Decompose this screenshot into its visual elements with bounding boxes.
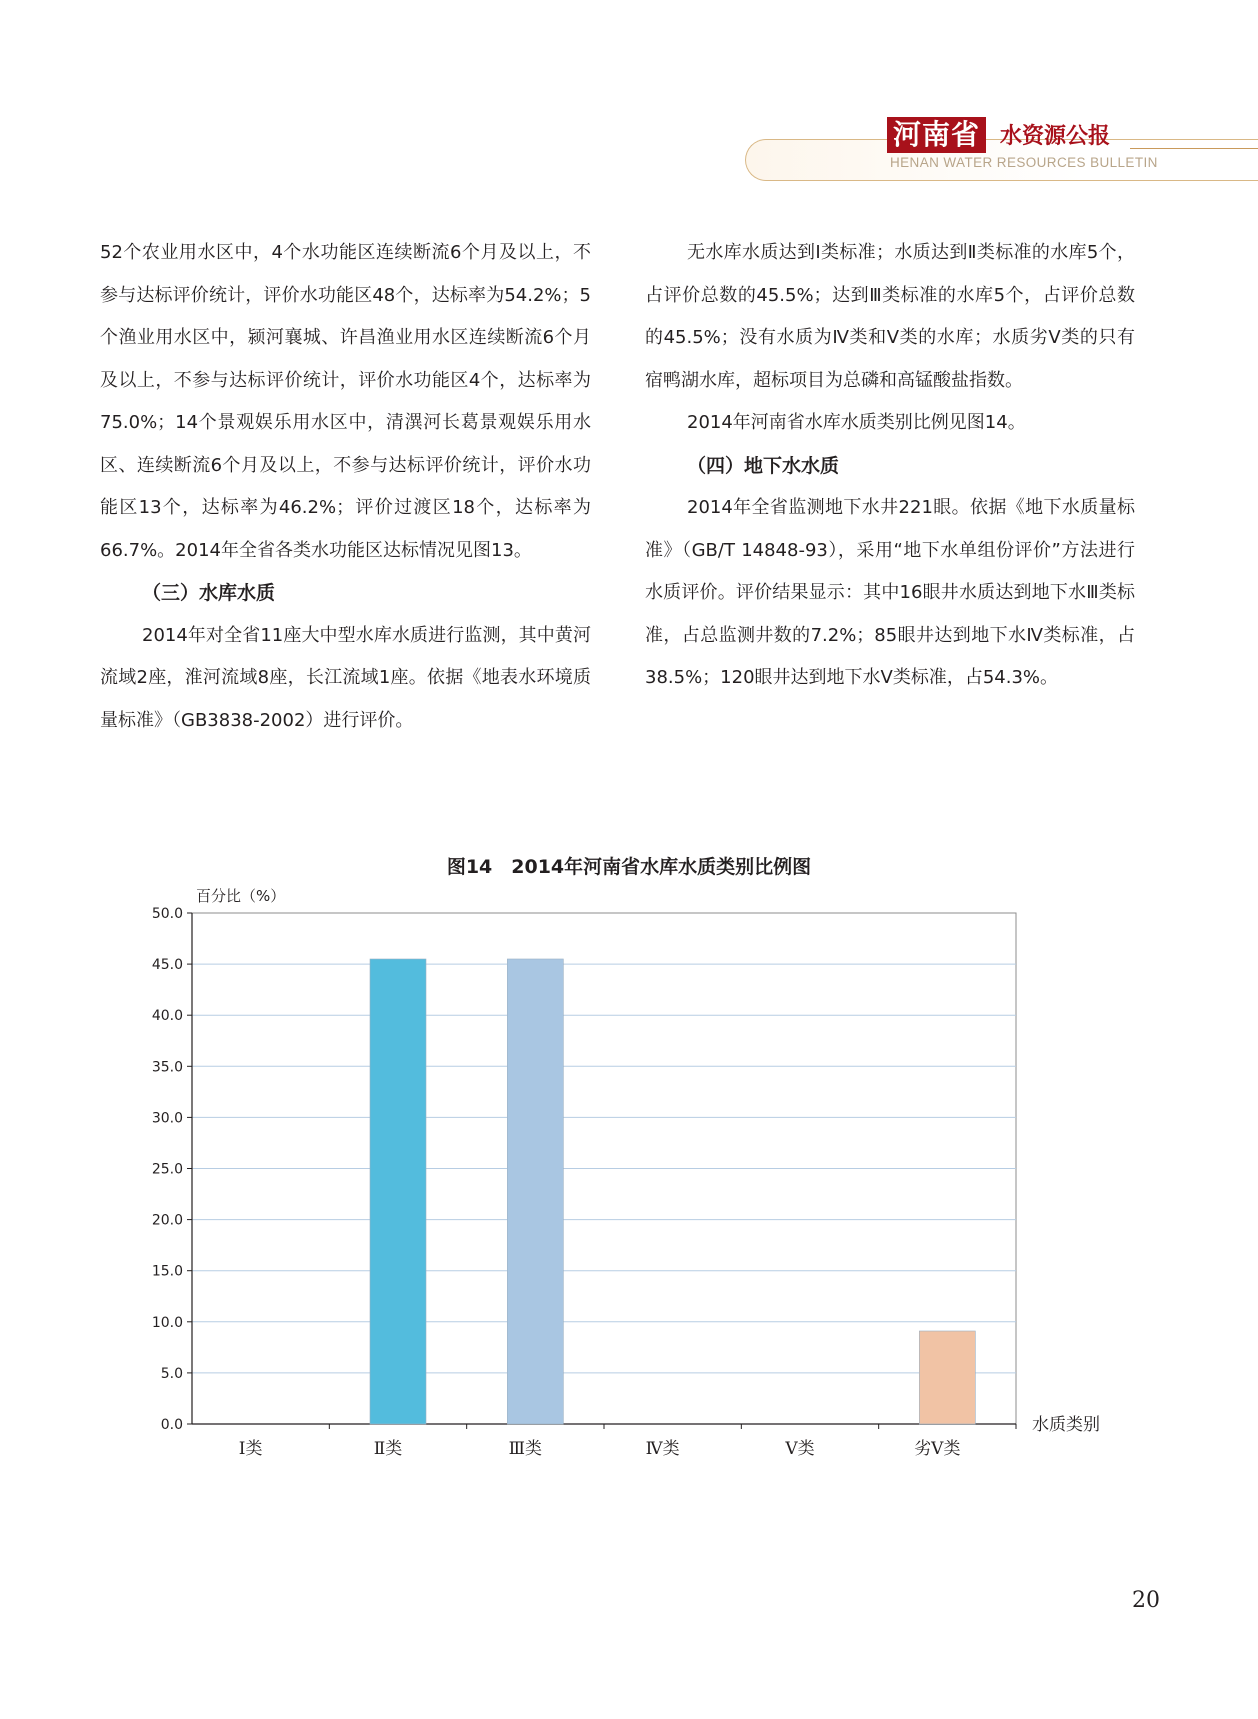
right-paragraph-3: 2014年全省监测地下水井221眼。依据《地下水质量标准》（GB/T 14848-93），采用“地下水单组份评价”方法进行水质评价。评价结果显示：其中16眼井水质达到地下水Ⅲ类标准，占总监测井数的7.2%；85眼井达到地下水Ⅳ类标准，占38.5%；120眼井达到地下水Ⅴ类标准，占54.3%。 <box>645 497 1135 688</box>
section-heading-3: （三）水库水质 <box>142 582 276 604</box>
x-tick-label: 劣Ⅴ类 <box>914 1439 961 1459</box>
y-tick-label: 30.0 <box>151 1110 183 1127</box>
right-paragraph-1: 无水库水质达到Ⅰ类标准；水质达到Ⅱ类标准的水库5个，占评价总数的45.5%；达到Ⅲ类标准的水库5个，占评价总数的45.5%；没有水质为Ⅳ类和Ⅴ类的水库；水质劣Ⅴ类的只有宿鸭湖水库，超标项目为总磷和高锰酸盐指数。 <box>645 242 1135 391</box>
chart-title: 图14 2014年河南省水库水质类别比例图 <box>446 856 812 878</box>
y-tick-label: 50.0 <box>151 906 183 922</box>
x-tick-label: Ⅳ类 <box>645 1439 680 1459</box>
bar-5 <box>919 1331 975 1424</box>
x-tick-label: Ⅰ类 <box>238 1439 263 1459</box>
bar-1 <box>370 959 426 1424</box>
y-axis-title: 百分比（%） <box>196 887 286 905</box>
header-subtitle-cn: 水资源公报 <box>1000 123 1111 149</box>
right-paragraph-2: 2014年河南省水库水质类别比例见图14。 <box>687 412 1026 433</box>
y-tick-label: 35.0 <box>151 1059 183 1076</box>
y-tick-label: 0.0 <box>160 1417 183 1433</box>
left-paragraph-1: 52个农业用水区中，4个水功能区连续断流6个月及以上，不参与达标评价统计，评价水功能区48个，达标率为54.2%；5个渔业用水区中，颍河襄城、许昌渔业用水区连续断流6个月及以上，不参与达标评价统计，评价水功能区4个，达标率为75.0%；14个景观娱乐用水区中，清潩河长葛景观娱乐用水区、连续断流6个月及以上，不参与达标评价统计，评价水功能区13个，达标率为46.2%；评价过渡区18个，达标率为66.7%。2014年全省各类水功能区达标情况见图13。 <box>100 242 591 561</box>
header-title-cn: 河南省 <box>887 117 986 153</box>
page-number: 20 <box>1132 1588 1160 1613</box>
y-tick-label: 25.0 <box>151 1161 183 1178</box>
bar-2 <box>507 959 563 1424</box>
x-tick-label: Ⅲ类 <box>508 1439 543 1459</box>
y-tick-label: 45.0 <box>151 957 183 974</box>
y-tick-label: 15.0 <box>151 1263 183 1280</box>
header-title-en: HENAN WATER RESOURCES BULLETIN <box>890 155 1158 170</box>
y-tick-label: 5.0 <box>160 1365 183 1382</box>
x-axis-title: 水质类别 <box>1032 1415 1100 1435</box>
y-tick-label: 10.0 <box>151 1314 183 1331</box>
section-heading-4: （四）地下水水质 <box>687 454 840 477</box>
x-tick-label: Ⅱ类 <box>373 1439 403 1459</box>
x-tick-label: Ⅴ类 <box>785 1439 815 1459</box>
y-tick-label: 20.0 <box>151 1212 183 1229</box>
left-paragraph-2: 2014年对全省11座大中型水库水质进行监测，其中黄河流域2座，淮河流域8座，长江流域1座。依据《地表水环境质量标准》（GB3838-2002）进行评价。 <box>100 624 591 731</box>
y-tick-label: 40.0 <box>151 1008 183 1025</box>
